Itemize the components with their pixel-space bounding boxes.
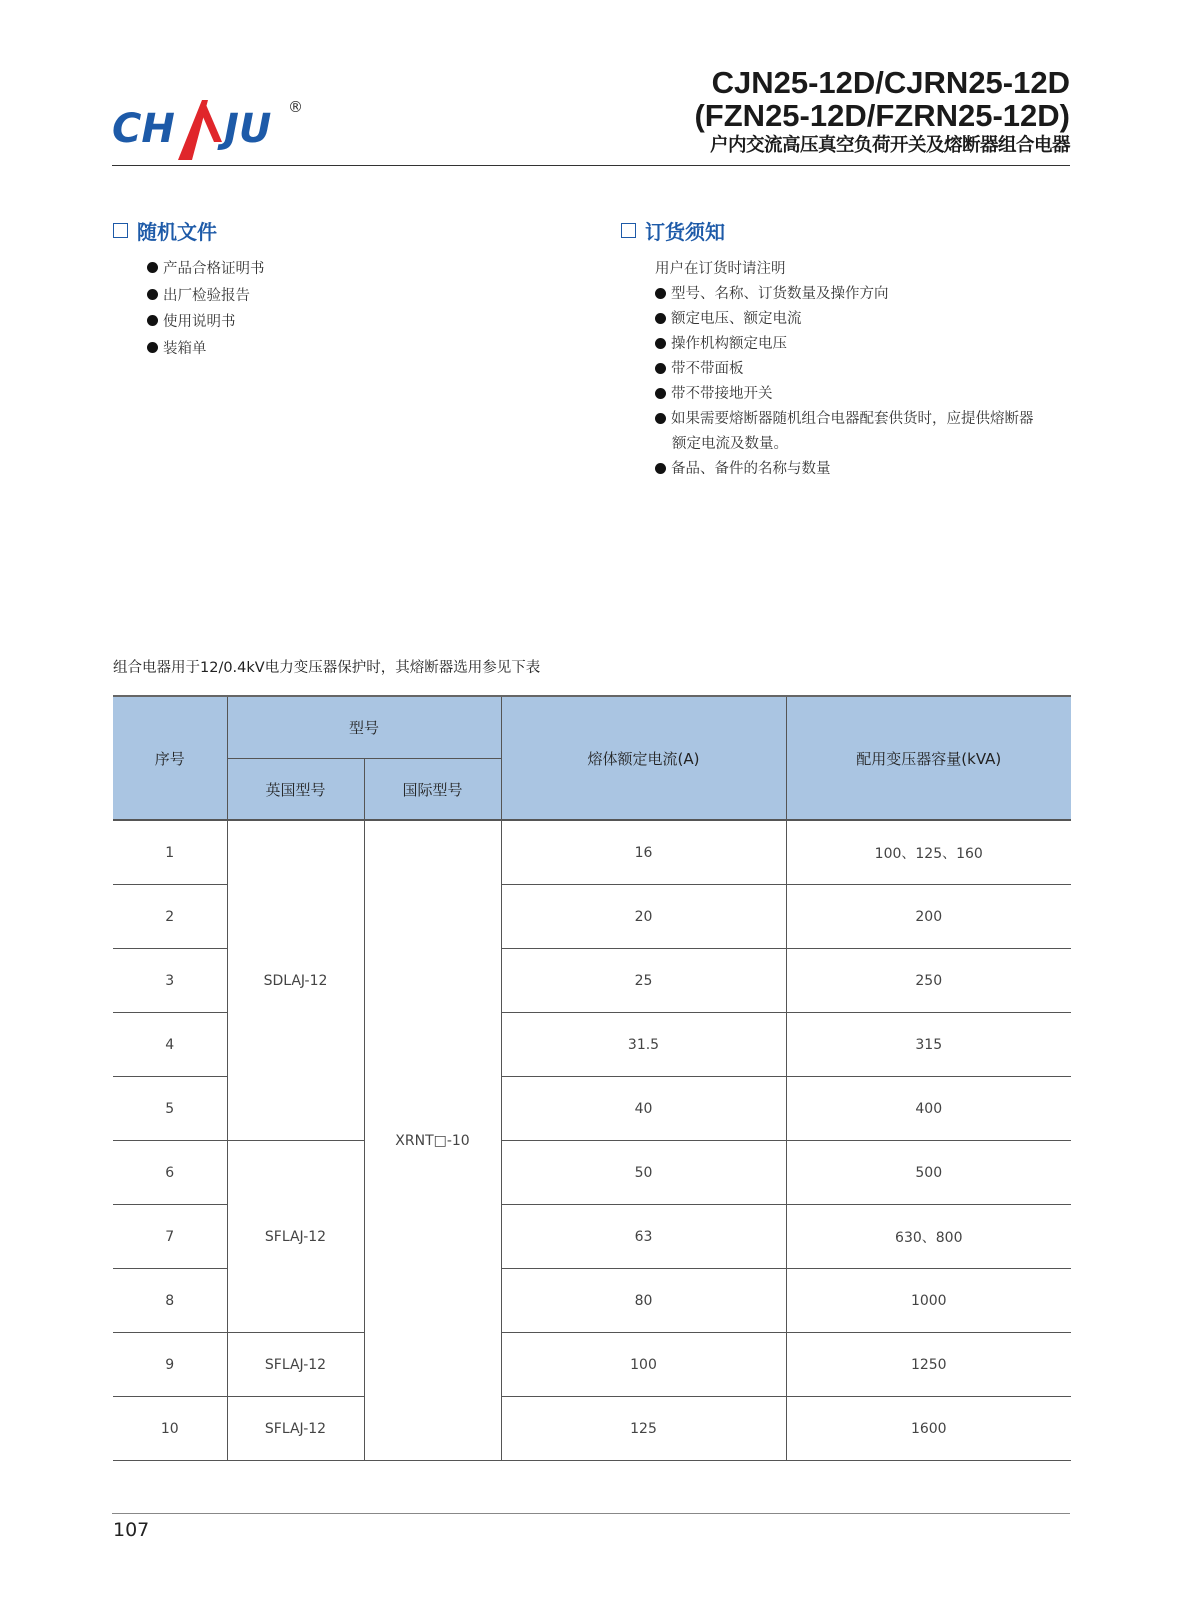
cell-current: 20: [501, 885, 786, 949]
cell-current: 25: [501, 949, 786, 1013]
documents-title: 随机文件: [137, 220, 217, 244]
svg-text:JU: JU: [224, 106, 272, 152]
cell-current: 100: [501, 1333, 786, 1397]
cell-capacity: 400: [786, 1077, 1071, 1141]
checkbox-square-icon: [113, 223, 128, 238]
list-item: 产品合格证明书: [147, 256, 265, 283]
list-item: 型号、名称、订货数量及操作方向: [655, 282, 1034, 307]
page-number: 107: [113, 1519, 150, 1541]
bullet-icon: [655, 388, 666, 399]
cell-current: 50: [501, 1141, 786, 1205]
cell-uk-model: SFLAJ-12: [227, 1397, 364, 1461]
cell-seq: 8: [113, 1269, 227, 1333]
cell-current: 40: [501, 1077, 786, 1141]
bullet-icon: [147, 342, 158, 353]
logo-mark-icon: [112, 96, 312, 166]
title-model-fzn: (FZN25-12D/FZRN25-12D): [694, 98, 1070, 133]
cell-capacity: 1600: [786, 1397, 1071, 1461]
list-item: 备品、备件的名称与数量: [655, 457, 1034, 482]
list-item: 带不带面板: [655, 357, 1034, 382]
ordering-intro: 用户在订货时请注明: [655, 261, 786, 277]
cell-current: 63: [501, 1205, 786, 1269]
list-item: 带不带接地开关: [655, 382, 1034, 407]
header-model: 型号: [227, 696, 501, 759]
table-row: [113, 1397, 1071, 1461]
bullet-icon: [147, 315, 158, 326]
header-transformer-capacity: 配用变压器容量(kVA): [786, 696, 1071, 820]
list-item: 额定电压、额定电流: [655, 307, 1034, 332]
cell-seq: 3: [113, 949, 227, 1013]
table-caption: 组合电器用于12/0.4kV电力变压器保护时，其熔断器选用参见下表: [113, 660, 541, 676]
cell-capacity: 500: [786, 1141, 1071, 1205]
documents-heading: [113, 216, 217, 245]
header-uk-model: 英国型号: [227, 759, 364, 821]
cell-capacity: 315: [786, 1013, 1071, 1077]
footer-divider: [112, 1513, 1070, 1514]
cell-current: 16: [501, 820, 786, 885]
ordering-title: 订货须知: [645, 220, 725, 244]
bullet-icon: [147, 289, 158, 300]
cell-current: 80: [501, 1269, 786, 1333]
list-item: 装箱单: [147, 336, 265, 363]
cell-intl-model: XRNT□-10: [364, 820, 501, 1461]
cell-uk-model: SFLAJ-12: [227, 1333, 364, 1397]
bullet-icon: [655, 338, 666, 349]
cell-seq: 7: [113, 1205, 227, 1269]
header-fuse-current: 熔体额定电流(A): [501, 696, 786, 820]
cell-current: 125: [501, 1397, 786, 1461]
bullet-icon: [655, 313, 666, 324]
cell-capacity: 250: [786, 949, 1071, 1013]
list-item: 如果需要熔断器随机组合电器配套供货时，应提供熔断器: [655, 407, 1034, 432]
cell-capacity: 100、125、160: [786, 820, 1071, 885]
bullet-icon: [147, 262, 158, 273]
header-seq: 序号: [113, 696, 227, 820]
cell-seq: 10: [113, 1397, 227, 1461]
cell-capacity: 630、800: [786, 1205, 1071, 1269]
bullet-icon: [655, 363, 666, 374]
header-intl-model: 国际型号: [364, 759, 501, 821]
cell-capacity: 1000: [786, 1269, 1071, 1333]
cell-seq: 1: [113, 820, 227, 885]
ordering-heading: [621, 216, 725, 245]
table-row: [113, 1141, 1071, 1205]
bullet-icon: [655, 463, 666, 474]
header-divider: [112, 165, 1070, 166]
checkbox-square-icon: [621, 223, 636, 238]
table-row: [113, 1333, 1071, 1397]
cell-seq: 5: [113, 1077, 227, 1141]
list-item: 操作机构额定电压: [655, 332, 1034, 357]
cell-capacity: 200: [786, 885, 1071, 949]
cell-seq: 6: [113, 1141, 227, 1205]
cell-capacity: 1250: [786, 1333, 1071, 1397]
ordering-list: [655, 282, 1034, 482]
bullet-icon: [655, 288, 666, 299]
cell-uk-model: SFLAJ-12: [227, 1141, 364, 1333]
cell-seq: 2: [113, 885, 227, 949]
brand-logo: [112, 96, 312, 166]
documents-list: [147, 256, 265, 362]
list-item: 使用说明书: [147, 309, 265, 336]
registered-mark: ®: [288, 98, 303, 116]
cell-uk-model: SDLAJ-12: [227, 820, 364, 1141]
table-row: [113, 820, 1071, 885]
cell-seq: 9: [113, 1333, 227, 1397]
list-item-continuation: 额定电流及数量。: [672, 436, 788, 452]
list-item: 出厂检验报告: [147, 283, 265, 310]
title-product-name: 户内交流高压真空负荷开关及熔断器组合电器: [709, 135, 1070, 156]
cell-seq: 4: [113, 1013, 227, 1077]
product-title: [610, 66, 1070, 160]
fuse-selection-table: [113, 695, 1071, 1461]
bullet-icon: [655, 413, 666, 424]
svg-text:CH: CH: [112, 106, 175, 152]
cell-current: 31.5: [501, 1013, 786, 1077]
title-model-cjn: CJN25-12D/CJRN25-12D: [711, 65, 1070, 100]
